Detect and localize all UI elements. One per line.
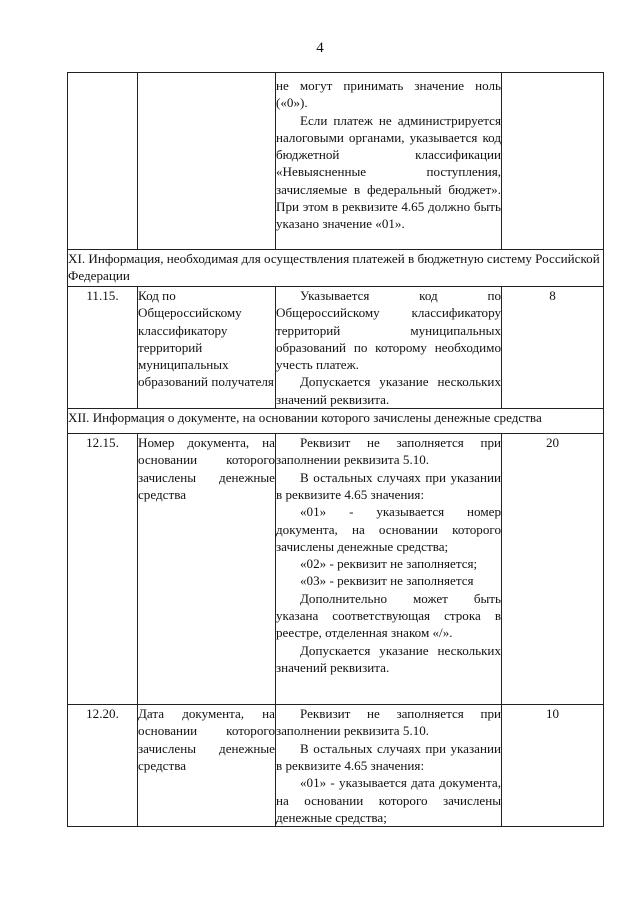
requisite-name [138,434,276,705]
requisite-length: 20 [502,434,604,705]
description-paragraph: «01» - указывается дата документа, на основании которого зачислены денежные средства; [276,775,501,825]
requisite-description-cell [276,287,502,409]
requisite-number: 11.15. [68,287,138,409]
page-number: 4 [316,40,324,56]
requisite-number: 12.20. [68,705,138,827]
description-paragraph: Реквизит не заполняется при заполнении реквизита 5.10. [276,435,501,468]
description-paragraph: В остальных случаях при указании в реквизите 4.65 значения: [276,740,501,773]
requisite-description-cell [276,705,502,827]
requisite-length-cell [502,73,604,250]
table-row [68,434,604,705]
description-paragraph: В остальных случаях при указании в реквизите 4.65 значения: [276,469,501,502]
description-paragraph: не могут принимать значение ноль («0»). [276,78,501,111]
requisite-length: 8 [502,287,604,409]
description-paragraph: Если платеж не администрируется налоговыми органами, указывается код бюджетной классификации «Невыясненные поступления, зачисляемые в федеральный бюджет». При этом в реквизите 4.65 должно быть указано значение «01». [276,112,501,232]
requisite-name-text: Номер документа, на основании которого зачислены денежные средства [138,435,275,502]
description-paragraph: «01» - указывается номер документа, на основании которого зачислены денежные средства; [276,504,501,554]
table-row [68,705,604,827]
requisite-number: 12.15. [68,434,138,705]
requisite-number-cell [68,73,138,250]
requisites-table [67,72,604,827]
requisite-description-cell [276,73,502,250]
description-paragraph: Дополнительно может быть указана соответствующая строка в реестре, отделенная знаком «/». [276,590,501,641]
description-paragraph: Указывается код по Общероссийскому классификатору территорий муниципальных образований по которому необходимо учесть платеж. [276,288,501,373]
section-row [68,409,604,434]
table-row [68,287,604,409]
description-paragraph: «03» - реквизит не заполняется [300,573,474,589]
description-paragraph: «02» - реквизит не заполняется; [300,556,478,572]
requisite-length: 10 [502,705,604,827]
requisite-name [138,287,276,409]
description-paragraph: Реквизит не заполняется при заполнении реквизита 5.10. [276,706,501,739]
requisite-name [138,705,276,827]
section-title: XII. Информация о документе, на основании которого зачислены денежные средства [68,409,604,434]
section-title: XI. Информация, необходимая для осуществления платежей в бюджетную систему Российской Федерации [68,250,604,287]
description-paragraph: Допускается указание нескольких значений реквизита. [276,374,501,407]
requisite-name-text: Дата документа, на основании которого зачислены денежные средства [138,706,275,773]
requisite-name-cell [138,73,276,250]
section-row [68,250,604,287]
requisite-description-cell [276,434,502,705]
table-row [68,73,604,250]
requisite-name-text: Код по Общероссийскому классификатору территорий муниципальных образований получателя [138,288,274,390]
description-paragraph: Допускается указание нескольких значений реквизита. [276,642,501,675]
